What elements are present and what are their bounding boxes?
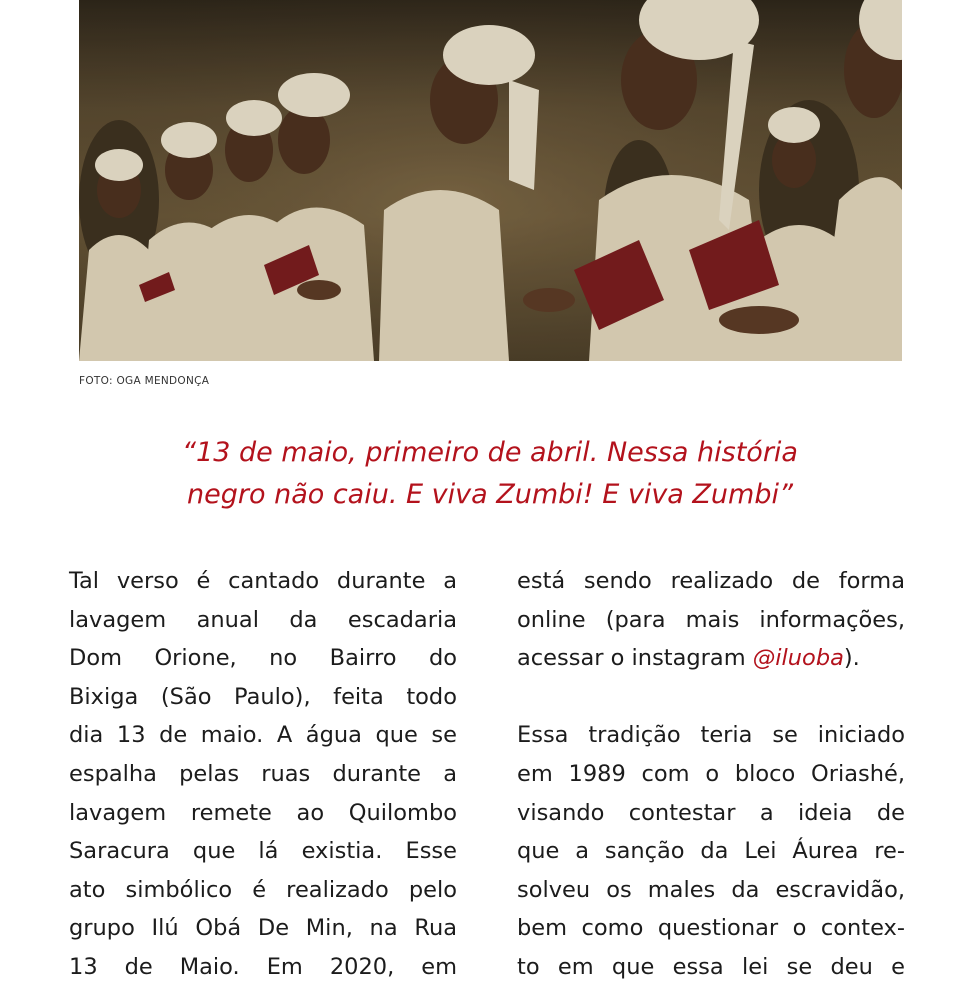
body-text-fragment: acessar o instagram	[517, 645, 753, 672]
body-text-line: visando contestar a ideia de	[517, 799, 905, 826]
pull-quote-line: negro não caiu. E viva Zumbi! E viva Zumbi”	[187, 479, 793, 510]
body-text-line: Bixiga (São Paulo), feita todo	[69, 683, 457, 710]
body-text-line: to em que essa lei se deu e	[517, 953, 905, 980]
body-text-line: solveu os males da escravidão,	[517, 876, 905, 903]
body-text-line: Tal verso é cantado durante a	[69, 568, 457, 594]
body-text-line: Saracura que lá existia. Esse	[69, 838, 457, 865]
body-text-line: lavagem remete ao Quilombo	[69, 799, 457, 826]
body-text-line: que a sanção da Lei Áurea re-	[517, 838, 905, 865]
article-column-right	[517, 562, 905, 987]
body-text-line: bem como questionar o contex-	[517, 915, 905, 942]
article-photo	[79, 0, 902, 361]
body-text-line: em 1989 com o bloco Oriashé,	[517, 760, 905, 787]
body-text-line: está sendo realizado de forma	[517, 568, 905, 594]
instagram-link[interactable]: @iluoba	[752, 645, 844, 672]
photo-illustration	[79, 0, 902, 361]
body-text-line: ato simbólico é realizado pelo	[69, 876, 457, 903]
body-text-line: online (para mais informações,	[517, 606, 905, 633]
body-text-line	[517, 639, 905, 678]
photo-credit: FOTO: OGA MENDONÇA	[79, 375, 210, 387]
body-text-line: grupo Ilú Obá De Min, na Rua	[69, 915, 457, 942]
article-column-left	[69, 562, 457, 987]
pull-quote	[100, 432, 880, 516]
pull-quote-line: “13 de maio, primeiro de abril. Nessa história	[182, 437, 798, 468]
body-text-line: espalha pelas ruas durante a	[69, 760, 457, 787]
body-text-line: Dom Orione, no Bairro do	[69, 645, 457, 672]
body-text-line: Essa tradição teria se iniciado	[517, 722, 905, 749]
body-text-line: dia 13 de maio. A água que se	[69, 722, 457, 749]
body-text-fragment: ).	[843, 645, 860, 672]
paragraph-gap	[517, 678, 905, 717]
body-text-line: 13 de Maio. Em 2020, em	[69, 953, 457, 980]
body-text-line: lavagem anual da escadaria	[69, 606, 457, 633]
